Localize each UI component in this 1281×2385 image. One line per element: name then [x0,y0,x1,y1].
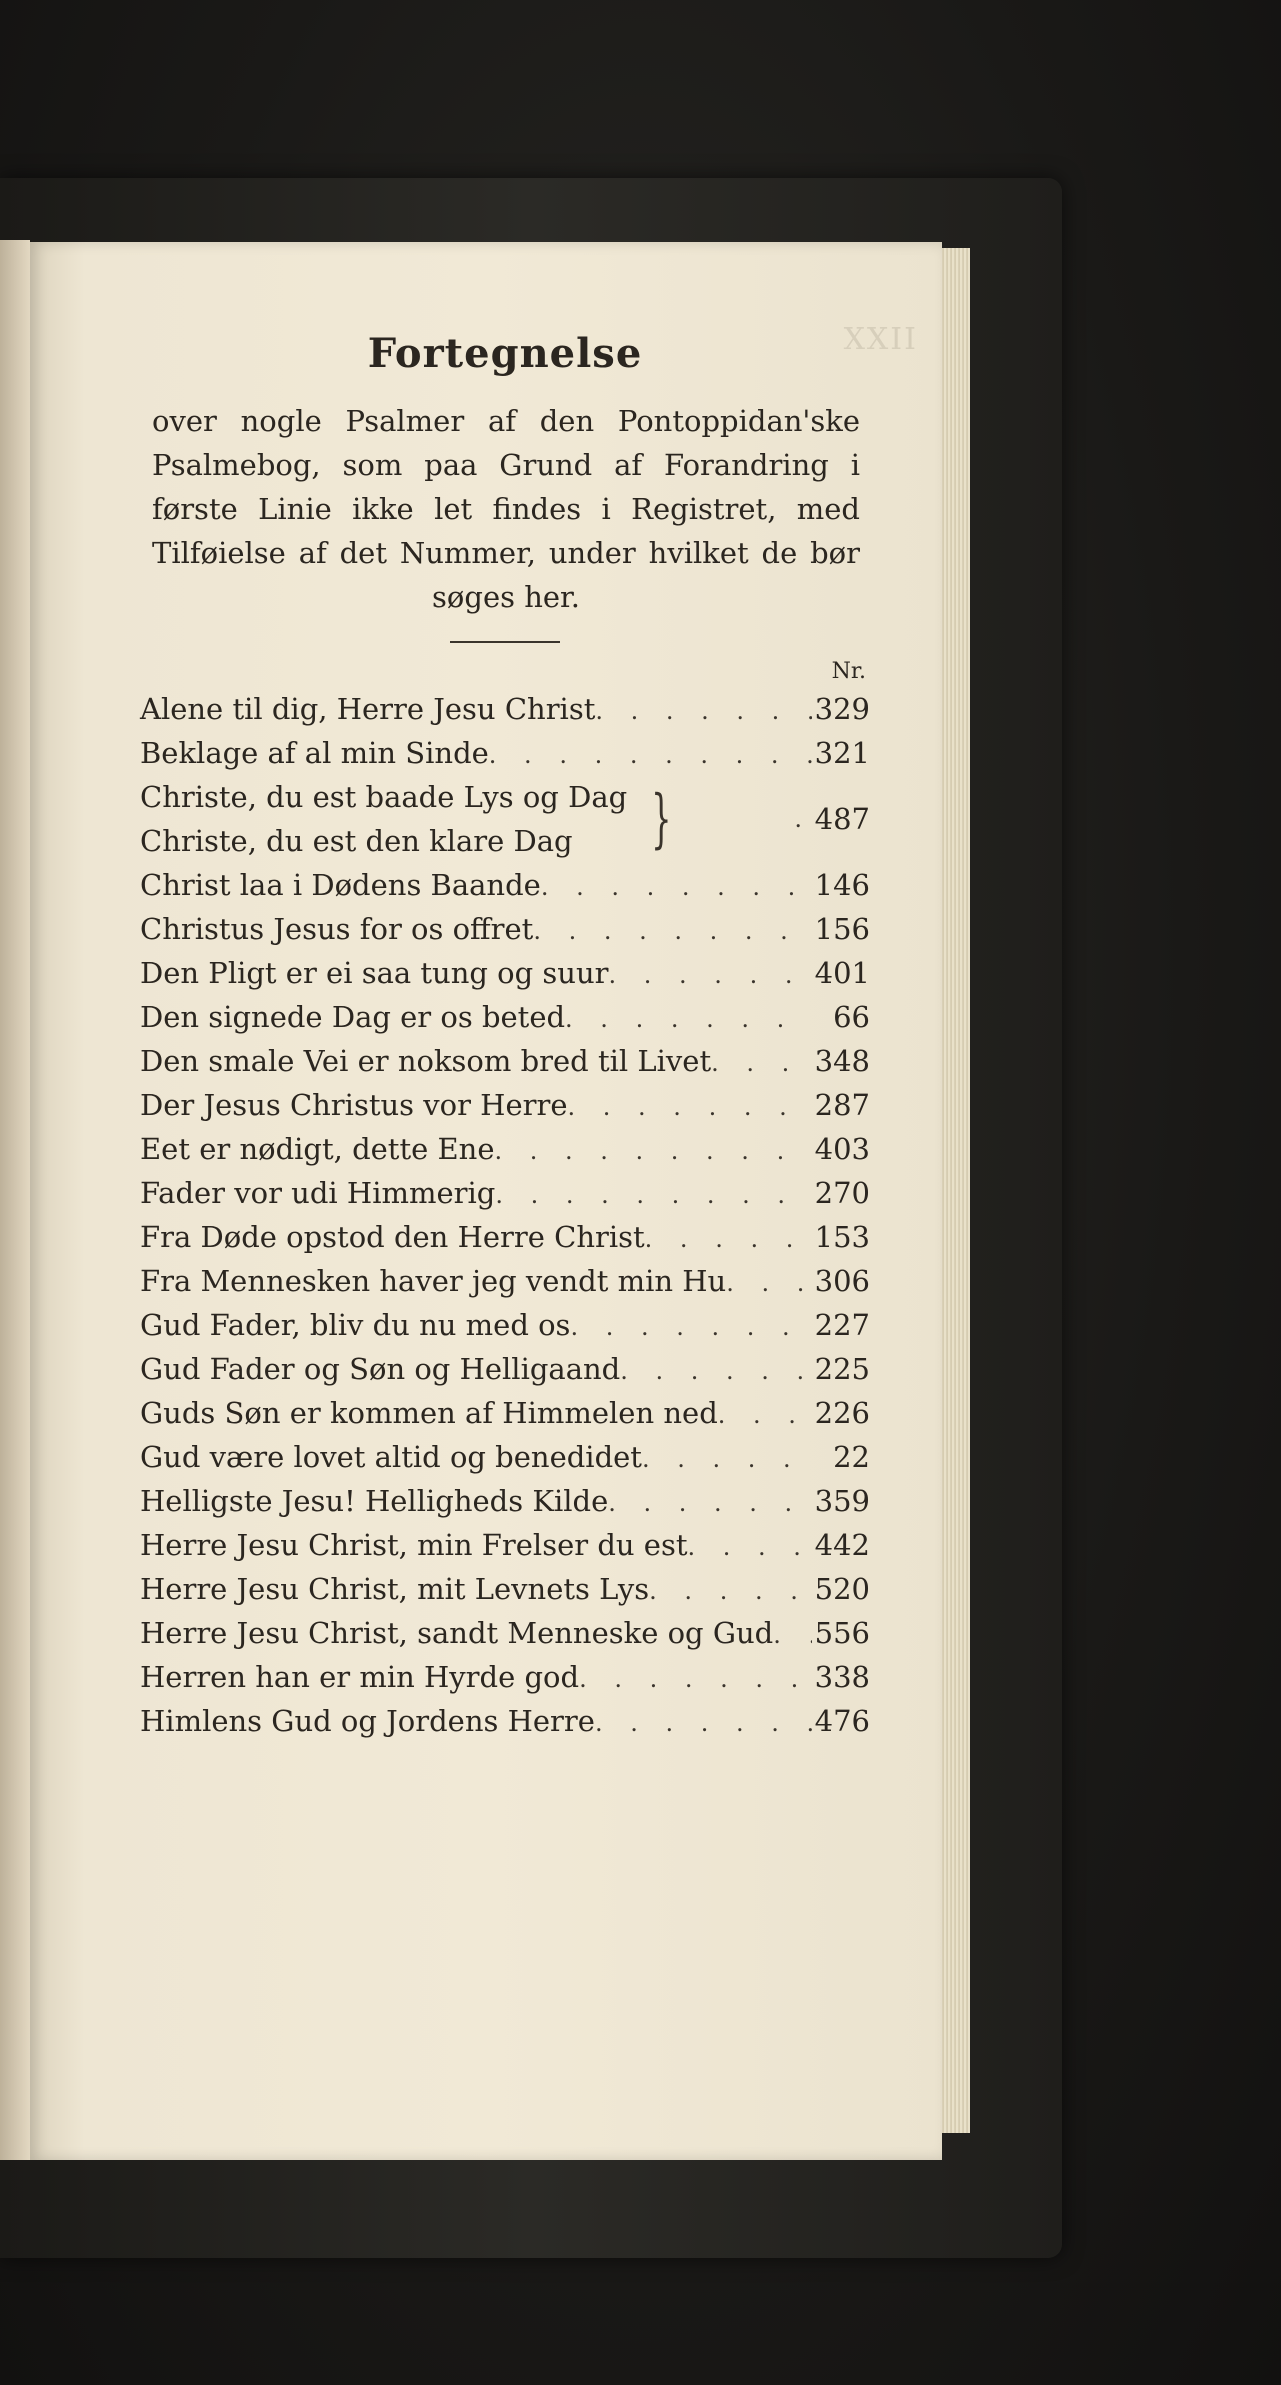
entry-number: 556 [814,1616,870,1650]
leader-dots [608,1481,812,1525]
index-entry [140,1479,870,1523]
page-edges [940,248,970,2133]
entry-title: Helligste Jesu! Helligheds Kilde [140,1484,609,1518]
index-entry [140,1171,870,1215]
leader-dots [495,1129,813,1173]
entry-number: 156 [814,912,870,946]
index-entry [140,951,870,995]
entry-title: Himlens Gud og Jordens Herre [140,1704,595,1738]
entry-number: 66 [833,1000,870,1034]
entry-number: 348 [814,1044,870,1078]
index-entry [140,995,870,1039]
leader-dots [565,997,812,1041]
entry-number: 287 [814,1088,870,1122]
index-entry [140,1391,870,1435]
page-title: Fortegnelse [367,330,643,377]
entry-title: Guds Søn er kommen af Himmelen ned [140,1396,718,1430]
leader-dots [489,733,812,777]
entry-number: 226 [814,1396,870,1430]
leader-dots [711,1041,812,1085]
entry-title: Eet er nødigt, dette Ene [140,1132,495,1166]
entry-title: Herre Jesu Christ, mit Levnets Lys [140,1572,650,1606]
index-entry [140,1127,870,1171]
index-entry [140,1347,870,1391]
entry-number: 225 [814,1352,870,1386]
leader-dots [687,1525,812,1569]
entry-title: Der Jesus Christus vor Herre [140,1088,568,1122]
index-entry [140,1303,870,1347]
leader-dots [620,1349,812,1393]
entry-number: 321 [814,736,870,770]
leader-dots [642,1437,812,1481]
index-entry [140,1215,870,1259]
index-entry [140,1699,870,1743]
entry-number: 359 [814,1484,870,1518]
entry-title: Alene til dig, Herre Jesu Christ [140,692,596,726]
leader-dots [645,1217,812,1261]
index-entry [140,731,870,775]
facing-page-edge [0,240,30,2160]
leader-dots [570,1305,812,1349]
page-subtitle: over nogle Psalmer af den Pontoppidan'ske Psalmebog, som paa Grund af Forandring i første Linie ikke let findes i Registret, med Tilføielse af det Nummer, under hvilket de bør søges her. [152,404,860,614]
entry-title: Beklage af al min Sinde [140,736,489,770]
index-entry [140,1083,870,1127]
leader-dots [726,1261,812,1305]
entry-number: 487 [814,802,870,836]
entry-number: 146 [814,868,870,902]
page-content [140,330,870,1743]
entry-number: 270 [814,1176,870,1210]
entry-number: 153 [814,1220,870,1254]
leader-dots [649,1569,812,1613]
psalm-index-list [140,687,870,1743]
index-entry-double [140,775,870,863]
leader-dots [595,1701,812,1745]
index-entry [140,1259,870,1303]
index-entry [140,687,870,731]
entry-title-lines [140,775,627,863]
entry-title: Fra Mennesken haver jeg vendt min Hu [140,1264,727,1298]
entry-number: 22 [833,1440,870,1474]
entry-title: Gud Fader, bliv du nu med os [140,1308,571,1342]
entry-title: Fader vor udi Himmerig [140,1176,496,1210]
index-entry [140,1611,870,1655]
entry-number: 338 [814,1660,870,1694]
leader-dots [773,1613,812,1657]
entry-number: 401 [814,956,870,990]
entry-title: Herren han er min Hyrde god [140,1660,580,1694]
index-entry [140,907,870,951]
index-entry [140,1655,870,1699]
index-entry [140,863,870,907]
leader-dots: . [794,805,802,833]
entry-number: 520 [814,1572,870,1606]
leader-dots [609,953,812,997]
leader-dots [579,1657,812,1701]
brace-icon: } [651,782,672,856]
index-entry [140,1523,870,1567]
index-entry [140,1039,870,1083]
divider-rule [450,641,560,643]
leader-dots [495,1173,812,1217]
entry-number: 403 [814,1132,870,1166]
leader-dots [595,689,812,733]
leader-dots [541,865,812,909]
entry-title-line-1: Christe, du est baade Lys og Dag [140,780,628,814]
entry-number: 227 [814,1308,870,1342]
leader-dots [718,1393,812,1437]
entry-title: Gud Fader og Søn og Helligaand [140,1352,621,1386]
leader-dots [533,909,812,953]
bleed-through-text: XXII [843,322,918,357]
entry-title: Den Pligt er ei saa tung og suur [140,956,609,990]
index-entry [140,1567,870,1611]
entry-number: 306 [814,1264,870,1298]
entry-title: Den smale Vei er noksom bred til Livet [140,1044,712,1078]
entry-number: 329 [814,692,870,726]
entry-title: Herre Jesu Christ, sandt Menneske og Gud [140,1616,774,1650]
entry-title: Fra Døde opstod den Herre Christ [140,1220,645,1254]
entry-title: Christus Jesus for os offret [140,912,534,946]
entry-number: 442 [814,1528,870,1562]
entry-number: 476 [814,1704,870,1738]
entry-title-line-2: Christe, du est den klare Dag [140,824,573,858]
leader-dots [568,1085,812,1129]
entry-title: Den signede Dag er os beted [140,1000,566,1034]
entry-title: Gud være lovet altid og benedidet [140,1440,642,1474]
index-entry [140,1435,870,1479]
entry-title: Herre Jesu Christ, min Frelser du est [140,1528,688,1562]
number-column-header: Nr. [831,659,866,684]
entry-title: Christ laa i Dødens Baande [140,868,541,902]
